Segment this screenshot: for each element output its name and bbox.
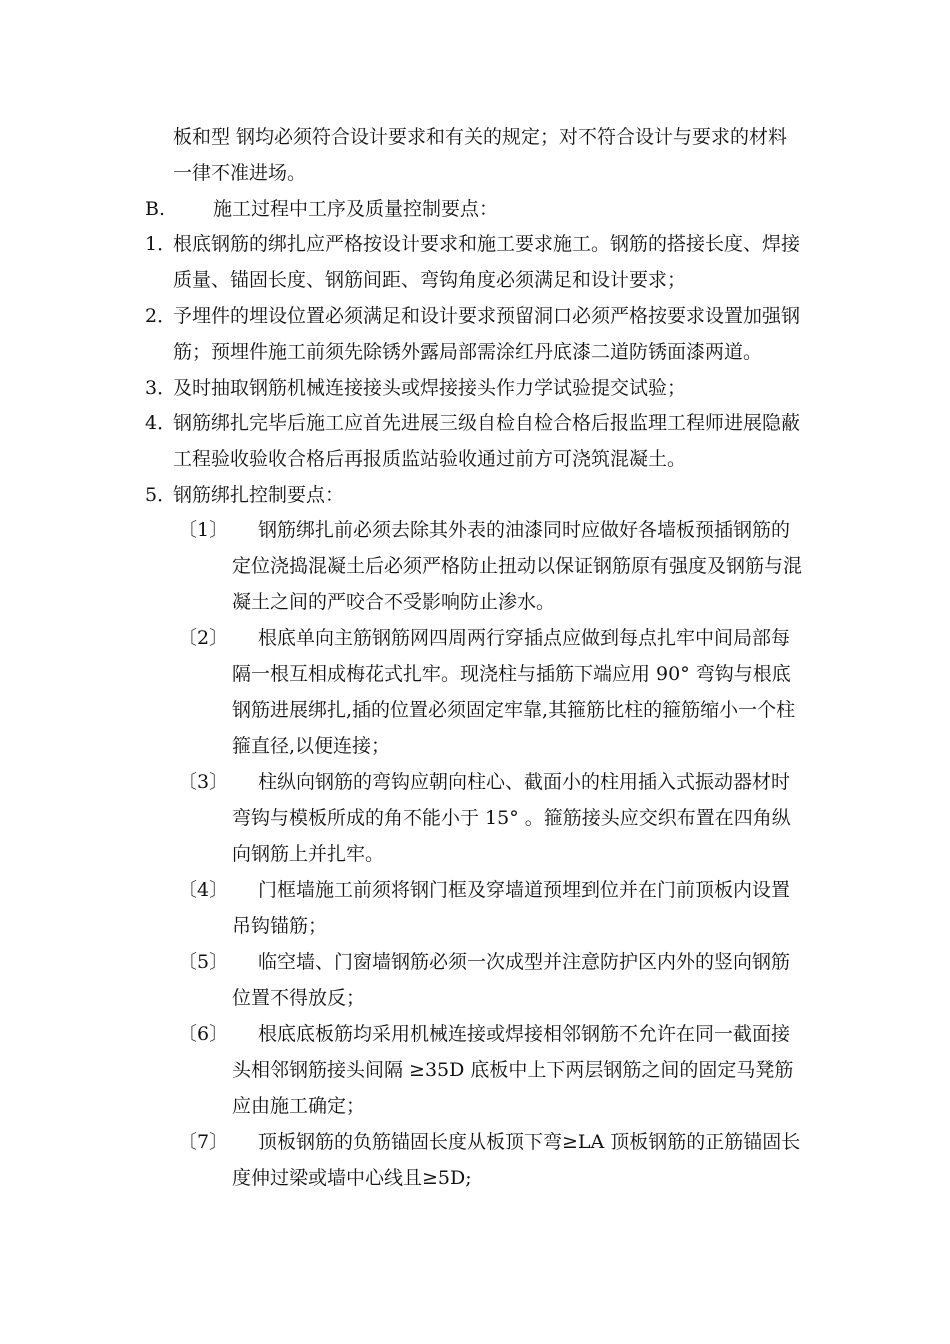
item-text-line: 工程验收验收合格后再报质监站验收通过前方可浇筑混凝土。 [173,448,687,470]
subitem-number: 〔2〕 [178,627,229,649]
subitem-text-line: 临空墙、门窗墙钢筋必须一次成型并注意防护区内外的竖向钢筋 [258,951,791,973]
subitem-text-line: 定位浇捣混凝土后必须严格防止扭动以保证钢筋原有强度及钢筋与混 [232,555,803,577]
item-number: 3． [145,377,177,399]
item-number: 2． [145,305,177,327]
intro-line-1: 板和型 钢均必须符合设计要求和有关的规定；对不符合设计与要求的材料 [173,126,788,148]
subitem-text-line: 向钢筋上并扎牢。 [232,843,385,865]
subitem-text-line: 头相邻钢筋接头间隔 ≥35D 底板中上下两层钢筋之间的固定马凳筋 [232,1059,794,1081]
item-text-line: 钢筋绑扎完毕后施工应首先进展三级自检自检合格后报监理工程师进展隐蔽 [173,412,801,434]
subitem-text-line: 柱纵向钢筋的弯钩应朝向柱心、截面小的柱用插入式振动器材时 [258,771,791,793]
subitem-text-line: 吊钩锚筋； [232,915,328,937]
subitem-text-line: 箍直径,以便连接； [232,735,391,757]
subitem-text-line: 顶板钢筋的负筋锚固长度从板顶下弯≥LA 顶板钢筋的正筋锚固长 [258,1131,801,1153]
subitem-text-line: 应由施工确定； [232,1095,366,1117]
item-number: 1． [145,233,177,255]
subitem-text-line: 门框墙施工前须将钢门框及穿墙道预埋到位并在门前顶板内设置 [258,879,791,901]
item-number: 4． [145,412,177,434]
subitem-number: 〔5〕 [178,951,229,973]
subitem-number: 〔1〕 [178,519,229,541]
item-text-line: 及时抽取钢筋机械连接接头或焊接接头作力学试验提交试验； [173,377,687,399]
section-b-marker: B. [145,198,166,220]
item-text-line: 钢筋绑扎控制要点： [173,484,345,506]
subitem-text-line: 钢筋进展绑扎,插的位置必须固定牢靠,其箍筋比柱的箍筋缩小一个柱 [232,699,796,721]
item-text-line: 予埋件的埋设位置必须满足和设计要求预留洞口必须严格按要求设置加强钢 [173,305,801,327]
subitem-text-line: 隔一根互相成梅花式扎牢。现浇柱与插筋下端应用 90° 弯钩与根底 [232,663,791,685]
subitem-number: 〔6〕 [178,1023,229,1045]
subitem-number: 〔3〕 [178,771,229,793]
subitem-text-line: 凝土之间的严咬合不受影响防止渗水。 [232,591,556,613]
subitem-text-line: 度伸过梁或墙中心线且≥5D; [232,1167,472,1189]
subitem-text-line: 根底底板筋均采用机械连接或焊接相邻钢筋不允许在同一截面接 [258,1023,791,1045]
item-number: 5． [145,484,177,506]
item-text-line: 质量、锚固长度、钢筋间距、弯钩角度必须满足和设计要求； [173,269,687,291]
section-b-title: 施工过程中工序及质量控制要点： [213,198,499,220]
subitem-text-line: 钢筋绑扎前必须去除其外表的油漆同时应做好各墙板预插钢筋的 [258,519,791,541]
subitem-text-line: 弯钩与模板所成的角不能小于 15° 。箍筋接头应交织布置在四角纵 [232,807,791,829]
intro-line-2: 一律不准进场。 [173,162,307,184]
item-text-line: 根底钢筋的绑扎应严格按设计要求和施工要求施工。钢筋的搭接长度、焊接 [173,233,801,255]
subitem-text-line: 根底单向主筋钢筋网四周两行穿插点应做到每点扎牢中间局部每 [258,627,791,649]
subitem-number: 〔4〕 [178,879,229,901]
subitem-text-line: 位置不得放反； [232,987,366,1009]
subitem-number: 〔7〕 [178,1131,229,1153]
item-text-line: 筋；预埋件施工前须先除锈外露局部需涂红丹底漆二道防锈面漆两道。 [173,341,763,363]
